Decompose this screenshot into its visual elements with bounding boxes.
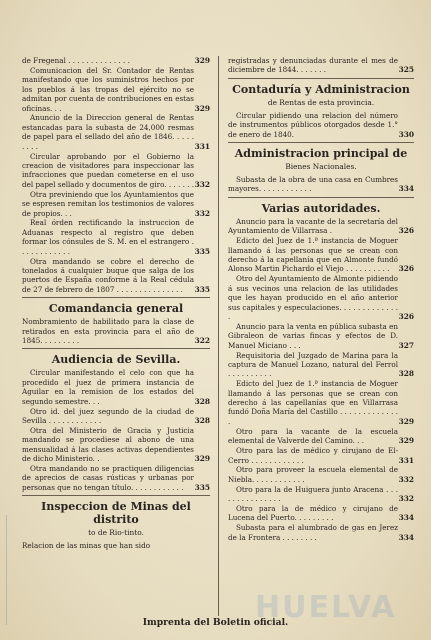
entry-page-number: 328 xyxy=(194,396,210,406)
entry-page-number: 335 xyxy=(194,246,210,256)
contaduria-entries xyxy=(228,111,414,139)
entry-text: Circular aprobando por el Gobierno la creacion de visitadores para inspeccionar las infracciones que puedan cometerse en el uso del papel sellado y documentos de giro. . . . . . . xyxy=(22,151,194,189)
index-entry xyxy=(228,485,414,504)
section-rule xyxy=(22,297,210,298)
entry-text: Otro id. del juez segundo de la ciudad de Sevilla . . . . . . . . . . . . xyxy=(22,406,194,425)
entry-text: Anuncio de la Direccion general de Rentas estancadas para la subasta de 24,000 resmas de papel para el sellado del año de 1846. . . . . . . . . xyxy=(22,113,194,151)
entry-page-number: 322 xyxy=(194,335,210,345)
index-entry xyxy=(22,368,210,406)
section-rule xyxy=(228,78,414,79)
entry-text: Relacion de las minas que han sido xyxy=(22,541,151,551)
entry-text: Otro para la vacante de la escuela elemental de Valverde del Camino. . . xyxy=(228,426,398,446)
entry-text: Anuncio para la venta en pública subasta en Gibraleon de varias fincas y efectos de D. Manuel Miciano . . . xyxy=(228,321,398,350)
right-entries xyxy=(228,56,414,75)
entry-text: Otra previniendo que los Ayuntamientos que se espresen remitan los testimonios de valores de propios. . . xyxy=(22,189,194,218)
entry-text: registradas y denunciadas durante el mes de diciembre de 1844. . . . . . . xyxy=(228,56,398,75)
index-entry xyxy=(22,56,210,65)
index-entry xyxy=(22,66,210,113)
entry-page-number: 335 xyxy=(194,482,210,492)
varias-entries xyxy=(228,217,414,542)
entry-text: Edicto del Juez de 1.ª instancia de Moguer llamando á las personas que se crean con derecho á las capellanías que en Villarrasa fundó Doña María del Castillo . . . . . . . . . . . . . . xyxy=(228,379,398,426)
index-entry xyxy=(228,446,414,465)
section-heading-minas: Inspeccion de Minas del distrito xyxy=(41,500,191,527)
section-rule xyxy=(22,495,210,496)
comandancia-entries xyxy=(22,317,210,345)
entry-text: Subasta para el alumbrado de gas en Jerez de la Frontera . . . . . . . . xyxy=(228,523,398,542)
index-entry xyxy=(22,257,210,295)
entry-text: Real órden rectificando la instruccion de Aduanas respecto al registro que deben formar los cónsules de S. M. en el estrangero . . . . . . . . . . . . xyxy=(22,218,194,256)
entry-page-number: 329 xyxy=(194,103,210,113)
index-entry xyxy=(228,465,414,484)
entry-page-number: 334 xyxy=(398,184,414,194)
index-entry xyxy=(22,317,210,345)
section-heading-varias: Varias autoridades. xyxy=(261,201,381,215)
entry-page-number: 334 xyxy=(398,513,414,523)
index-entry xyxy=(228,111,414,139)
section-heading-contaduria: Contaduría y Administracion xyxy=(232,82,410,96)
section-heading-audiencia: Audiencia de Sevilla. xyxy=(51,353,181,367)
index-entry xyxy=(22,113,210,151)
entry-text: Otra del Ministerio de Gracia y Justicia mandando se procediese al abono de una mensualidad á las clases activas dependientes de dicho Ministerio. . xyxy=(22,425,194,464)
entry-text: Otro para las de médico y cirujano de El-Cerro . . . . . . . . . . . . xyxy=(228,446,398,465)
entry-text: Otro del Ayuntamiento de Almonte pidiendo á sus vecinos una relacion de las utilidades que les hayan producido en el año anterior sus capitales y especulaciones. . . . . . . . . . . . . . xyxy=(228,274,398,321)
index-entry xyxy=(228,427,414,446)
right-column xyxy=(228,56,414,543)
printer-imprint: Imprenta del Boletin oficial. xyxy=(142,617,289,628)
index-entry xyxy=(228,322,414,350)
section-subheading-contaduria: de Rentas de esta provincia. xyxy=(267,97,375,107)
section-subheading-minas: to de Rio-tinto. xyxy=(88,528,144,538)
entry-text: Comunicacion del Sr. Contador de Rentas manifestando que los suministros hechos por los pueblos á las tropas del ejército no se admitan por cuenta de contribuciones en estas oficinas. . . xyxy=(22,65,194,113)
index-entry xyxy=(22,426,210,464)
audiencia-entries xyxy=(22,368,210,492)
section-subheading-administracion: Bienes Nacionales. xyxy=(285,162,357,172)
entry-page-number: 330 xyxy=(398,129,414,139)
index-entry xyxy=(228,523,414,542)
entry-text: Circular pidiendo una relacion del número de instrumentos públicos otorgados desde 1.° de enero de 1840. xyxy=(228,110,398,139)
left-entries xyxy=(22,56,210,294)
minas-entries xyxy=(22,541,210,550)
entry-page-number: 326 xyxy=(398,264,414,274)
section-heading-administracion: Administracion principal de xyxy=(234,147,408,161)
column-divider xyxy=(218,56,219,616)
entry-page-number: 326 xyxy=(398,226,414,236)
entry-page-number: 328 xyxy=(398,369,414,379)
section-rule xyxy=(228,142,414,143)
entry-page-number: 334 xyxy=(398,532,414,542)
entry-text: de Fregenal . . . . . . . . . . . . . . xyxy=(22,56,130,65)
entry-page-number: 328 xyxy=(194,415,210,425)
index-entry xyxy=(228,217,414,236)
entry-text: Otra mandando no se practiquen diligencias de aprecios de casas rústicas y urbanas por personas que no tengan título. . . . . . . . . . . . xyxy=(22,463,194,492)
entry-page-number: 329 xyxy=(194,56,210,65)
archive-watermark: HUELVA xyxy=(255,590,397,625)
index-entry xyxy=(228,379,414,426)
index-entry xyxy=(22,190,210,218)
entry-text: Requisitoria del Juzgado de Marina para la captura de Manuel Lozano, natural del Ferrol . . . . . . . . . . xyxy=(228,350,398,379)
entry-text: Nombramiento de habilitado para la clase de retirados en esta provincia para el año de 1845. . . . . . . . . xyxy=(22,317,194,345)
index-entry xyxy=(228,175,414,194)
administracion-entries xyxy=(228,175,414,194)
index-entry xyxy=(22,541,210,550)
section-rule xyxy=(22,348,210,349)
index-entry xyxy=(228,351,414,379)
entry-text: Subasta de la obra de una casa en Cumbres mayores. . . . . . . . . . . . xyxy=(228,175,398,194)
entry-text: Circular manifestando el celo con que ha procedido el juez de primera instancia de Aguilar en la remision de los estados del segundo semestre. . . xyxy=(22,368,194,406)
entry-page-number: 327 xyxy=(398,340,414,350)
entry-page-number: 326 xyxy=(398,311,414,321)
index-entry xyxy=(22,152,210,190)
index-entry xyxy=(228,504,414,523)
index-entry xyxy=(228,56,414,75)
entry-text: Anuncio para la vacante de la secretaría del Ayuntamiento de Villarrasa . xyxy=(228,216,398,236)
entry-page-number: 332 xyxy=(194,179,210,189)
index-entry xyxy=(22,464,210,492)
entry-text: Otro para la de Huiguera junto Aracena . . . . . . . . . . . . . . . xyxy=(228,484,398,504)
entry-page-number: 331 xyxy=(398,455,414,465)
entry-text: Otro para proveer la escuela elemental de Niebla. . . . . . . . . . . . xyxy=(228,465,398,484)
index-entry xyxy=(228,274,414,321)
left-column xyxy=(22,56,210,551)
entry-page-number: 325 xyxy=(398,65,414,75)
archive-edge-stamp xyxy=(6,515,15,625)
entry-text: Otro para la de médico y cirujano de Lucena del Puerto. . . . . . . . . xyxy=(228,504,398,523)
entry-page-number: 331 xyxy=(194,141,210,151)
entry-page-number: 332 xyxy=(398,474,414,484)
section-rule xyxy=(228,197,414,198)
index-entry xyxy=(228,236,414,274)
entry-page-number: 329 xyxy=(398,416,414,426)
index-entry xyxy=(22,218,210,256)
index-entry xyxy=(22,407,210,426)
entry-text: Edicto del Juez de 1.ª instancia de Moguer llamando á las personas que se crean con derecho á la capellanía que en Almonte fundó Alonso Martin Pichardo el Viejo . . . . . . . . . . xyxy=(228,236,398,274)
entry-page-number: 329 xyxy=(194,454,210,464)
section-heading-comandancia: Comandancia general xyxy=(48,302,184,316)
entry-page-number: 332 xyxy=(398,494,414,504)
entry-page-number: 332 xyxy=(194,208,210,218)
entry-page-number: 335 xyxy=(194,284,210,294)
entry-page-number: 329 xyxy=(398,436,414,446)
entry-text: Otra mandando se cobre el derecho de tonelados á cualquier buque que salga de los puertos de España conforme á la Real cédula de 27 de febrero de 1807 . . . . . . . . . . . . . . . xyxy=(22,256,194,294)
